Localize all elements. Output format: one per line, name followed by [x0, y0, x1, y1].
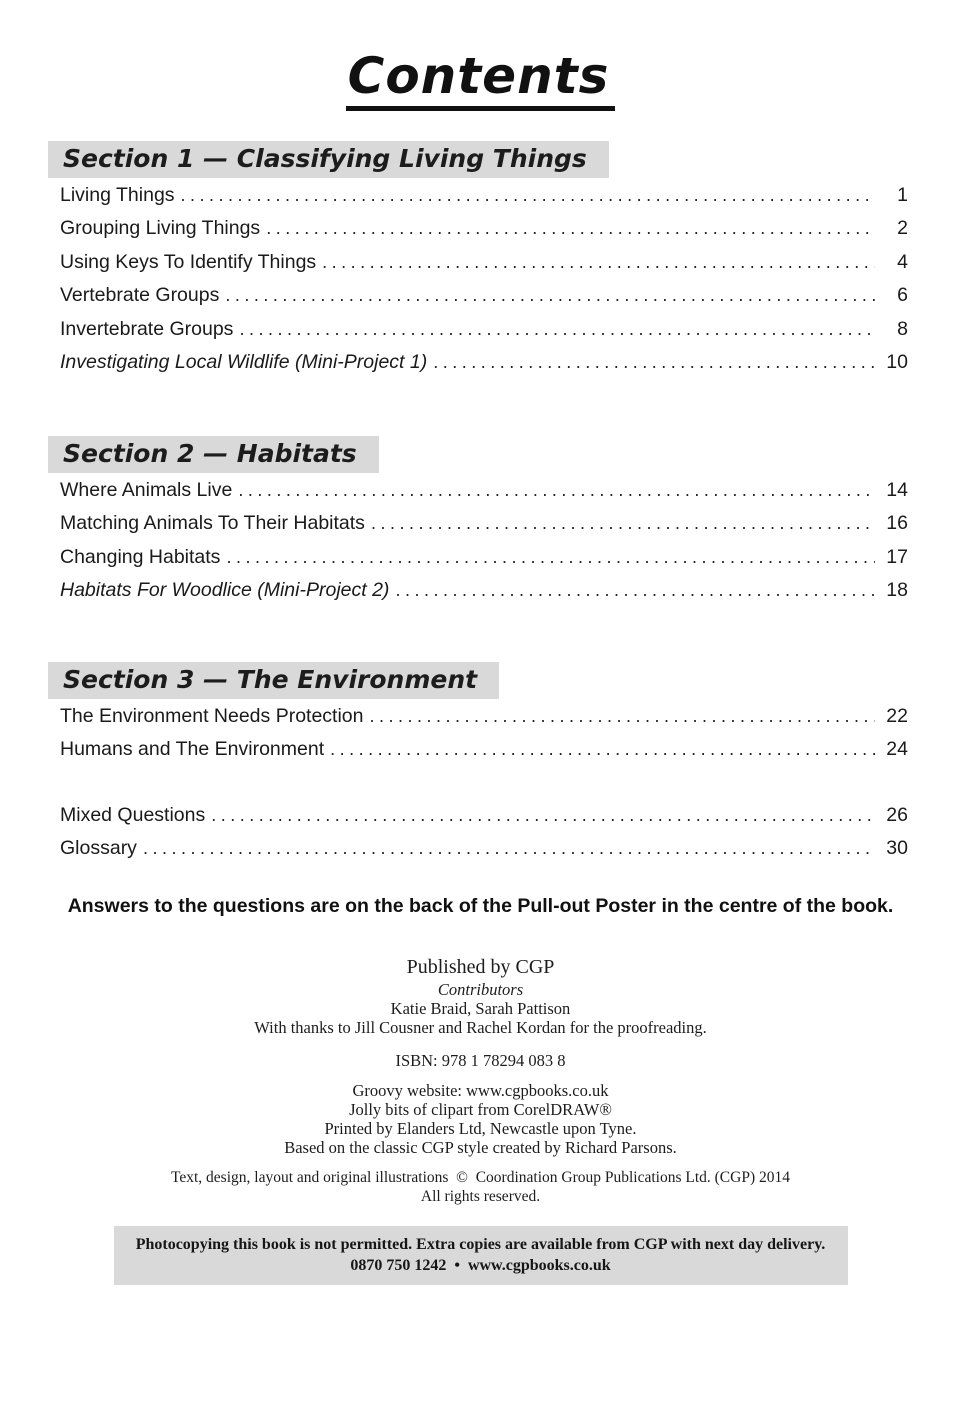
toc-entry-page: 30 — [886, 837, 908, 859]
toc-entry-label: Humans and The Environment — [60, 738, 325, 760]
dot-leader — [370, 705, 876, 728]
toc-entry — [60, 837, 908, 871]
dot-leader — [266, 217, 875, 240]
section-2-heading: Section 2 — Habitats — [48, 436, 379, 473]
website-line: Groovy website: www.cgpbooks.co.uk — [352, 1080, 609, 1100]
toc-entry-page: 6 — [897, 284, 908, 306]
toc-entry-label: Mixed Questions — [60, 803, 206, 826]
toc-entry-label: Grouping Living Things — [60, 217, 261, 239]
toc-entry-page: 8 — [897, 317, 908, 340]
toc-entry — [60, 184, 908, 218]
page-title: Contents — [346, 50, 616, 111]
section-3-heading: Section 3 — The Environment — [48, 662, 499, 699]
toc-entry — [60, 579, 908, 613]
toc-entry-label: Where Animals Live — [60, 478, 233, 501]
publisher-block — [0, 954, 961, 1206]
dot-leader — [395, 579, 875, 602]
copyright-line: Text, design, layout and original illustrations © Coordination Group Publications Ltd. (CGP) 2014 — [170, 1168, 790, 1186]
toc-entry-page: 10 — [886, 351, 908, 373]
dot-leader — [143, 837, 875, 860]
printer-line: Printed by Elanders Ltd, Newcastle upon Tyne. — [324, 1118, 637, 1138]
toc-entry-page: 16 — [886, 512, 908, 534]
dot-leader — [211, 804, 875, 827]
toc-entry — [60, 512, 908, 546]
section-3-entries — [60, 705, 908, 772]
toc-entry-page: 14 — [886, 478, 908, 501]
section-1-heading: Section 1 — Classifying Living Things — [48, 141, 609, 178]
photocopying-notice: Photocopying this book is not permitted. Extra copies are available from CGP with next day delivery. — [135, 1235, 826, 1253]
dot-leader — [226, 546, 875, 569]
toc-entry-page: 18 — [886, 579, 908, 601]
contents-page — [0, 47, 961, 1410]
toc-entry-label: Glossary — [60, 837, 137, 859]
style-credit-line: Based on the classic CGP style created by Richard Parsons. — [284, 1137, 677, 1157]
dot-leader — [181, 184, 875, 207]
toc-entry — [60, 351, 908, 385]
published-by-line: Published by CGP — [406, 955, 555, 978]
toc-entry-page: 1 — [897, 183, 908, 206]
toc-entry-page: 24 — [886, 738, 908, 760]
dot-leader — [433, 351, 875, 374]
toc-entry-label: Vertebrate Groups — [60, 284, 220, 306]
toc-entry-label: Living Things — [60, 183, 175, 206]
contributors-heading: Contributors — [437, 979, 524, 999]
toc-entry — [60, 738, 908, 772]
proofreading-thanks: With thanks to Jill Cousner and Rachel Kordan for the proofreading. — [254, 1017, 707, 1037]
toc-entry — [60, 705, 908, 739]
toc-entry-page: 26 — [886, 803, 908, 826]
toc-entry-label: Matching Animals To Their Habitats — [60, 512, 365, 534]
section-2-entries — [60, 479, 908, 613]
photocopying-notice-box — [114, 1226, 848, 1285]
toc-entry-label: The Environment Needs Protection — [60, 704, 364, 727]
isbn-line: ISBN: 978 1 78294 083 8 — [395, 1050, 566, 1070]
dot-leader — [225, 284, 875, 307]
clipart-line: Jolly bits of clipart from CorelDRAW® — [349, 1099, 612, 1119]
toc-entry — [60, 546, 908, 580]
contact-line: 0870 750 1242 • www.cgpbooks.co.uk — [350, 1256, 611, 1274]
dot-leader — [330, 738, 875, 761]
answers-note: Answers to the questions are on the back of the Pull-out Poster in the centre of the book. — [67, 894, 894, 917]
dot-leader — [371, 512, 875, 535]
dot-leader — [322, 251, 875, 274]
toc-entry — [60, 284, 908, 318]
toc-entry-page: 2 — [897, 217, 908, 239]
toc-entry-label: Habitats For Woodlice (Mini-Project 2) — [60, 579, 390, 601]
toc-entry-page: 4 — [897, 250, 908, 273]
title-wrap — [0, 47, 961, 111]
contributors-names: Katie Braid, Sarah Pattison — [390, 998, 571, 1018]
dot-leader — [239, 318, 875, 341]
standalone-entries — [60, 804, 908, 871]
toc-entry — [60, 804, 908, 838]
toc-entry-label: Invertebrate Groups — [60, 317, 234, 340]
dot-leader — [238, 479, 875, 502]
section-1-entries — [60, 184, 908, 385]
toc-entry — [60, 318, 908, 352]
toc-entry-page: 17 — [886, 545, 908, 568]
toc-entry — [60, 217, 908, 251]
toc-entry — [60, 251, 908, 285]
toc-entry-label: Changing Habitats — [60, 545, 221, 568]
toc-entry-label: Using Keys To Identify Things — [60, 250, 317, 273]
toc-entry-page: 22 — [886, 704, 908, 727]
rights-line: All rights reserved. — [420, 1187, 541, 1205]
toc-entry — [60, 479, 908, 513]
toc-entry-label: Investigating Local Wildlife (Mini-Project 1) — [60, 351, 428, 373]
